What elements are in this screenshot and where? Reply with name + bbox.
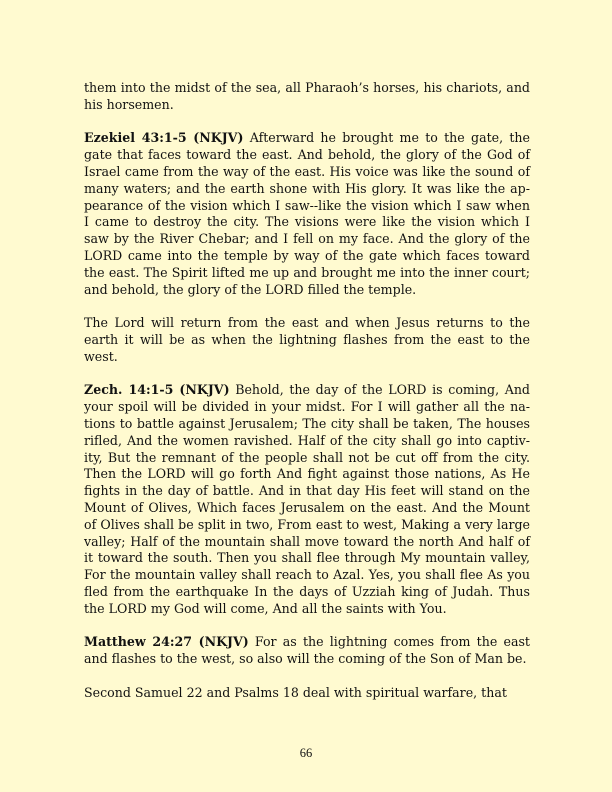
scripture-text: Afterward he brought me to the gate, the gate that faces toward the east. And behold, the glory of the God of Israel came from the way of the east. His voice was like the sound of many waters; and the earth shone with His glory. It was like the appearance of the vision which I saw--like the vision which I saw when I came to destroy the city. The visions were like the vision which I saw by the River Chebar; and I fell on my face. And the glory of the LORD came into the temple by way of the gate which faces toward the east. The Spirit lifted me up and brought me into the inner court; and behold, the glory of the LORD filled the temple. (84, 130, 530, 297)
paragraph-text: them into the midst of the sea, all Pharaoh’s horses, his chariots, and his horsemen. (84, 80, 530, 112)
paragraph-commentary (84, 315, 530, 365)
scripture-reference: Ezekiel 43:1-5 (NKJV) (84, 130, 244, 146)
scripture-text: Behold, the day of the LORD is coming, And your spoil will be divided in your midst. For I will gather all the nations to battle against Jerusalem; The city shall be taken, The houses rifled, And the women ravished. Half of the city shall go into captivity, But the remnant of the people shall not be cut off from the city. Then the LORD will go forth And fight against those nations, As He fights in the day of battle. And in that day His feet will stand on the Mount of Olives, Which faces Jerusalem on the east. And the Mount of Olives shall be split in two, From east to west, Making a very large valley; Half of the mountain shall move toward the north And half of it toward the south. Then you shall flee through My mountain valley, For the mountain valley shall reach to Azal. Yes, you shall flee As you fled from the earthquake In the days of Uzziah king of Judah. Thus the LORD my God will come, And all the saints with You. (84, 382, 530, 616)
paragraph-matthew (84, 634, 530, 668)
scripture-text: For as the lightning comes from the east and flashes to the west, so also will the coming of the Son of Man be. (84, 634, 530, 667)
scripture-reference: Matthew 24:27 (NKJV) (84, 634, 249, 650)
paragraph-samuel-psalms (84, 685, 530, 702)
page-number: 66 (299, 746, 313, 760)
paragraph-continuation (84, 80, 530, 114)
paragraph-zechariah (84, 382, 530, 617)
page-body (84, 80, 530, 718)
paragraph-text: The Lord will return from the east and when Jesus returns to the earth it will be as when the lightning flashes from the east to the west. (84, 315, 530, 364)
paragraph-ezekiel (84, 130, 530, 298)
scripture-reference: Zech. 14:1-5 (NKJV) (84, 382, 230, 398)
paragraph-text: Second Samuel 22 and Psalms 18 deal with spiritual warfare, that (84, 684, 507, 700)
